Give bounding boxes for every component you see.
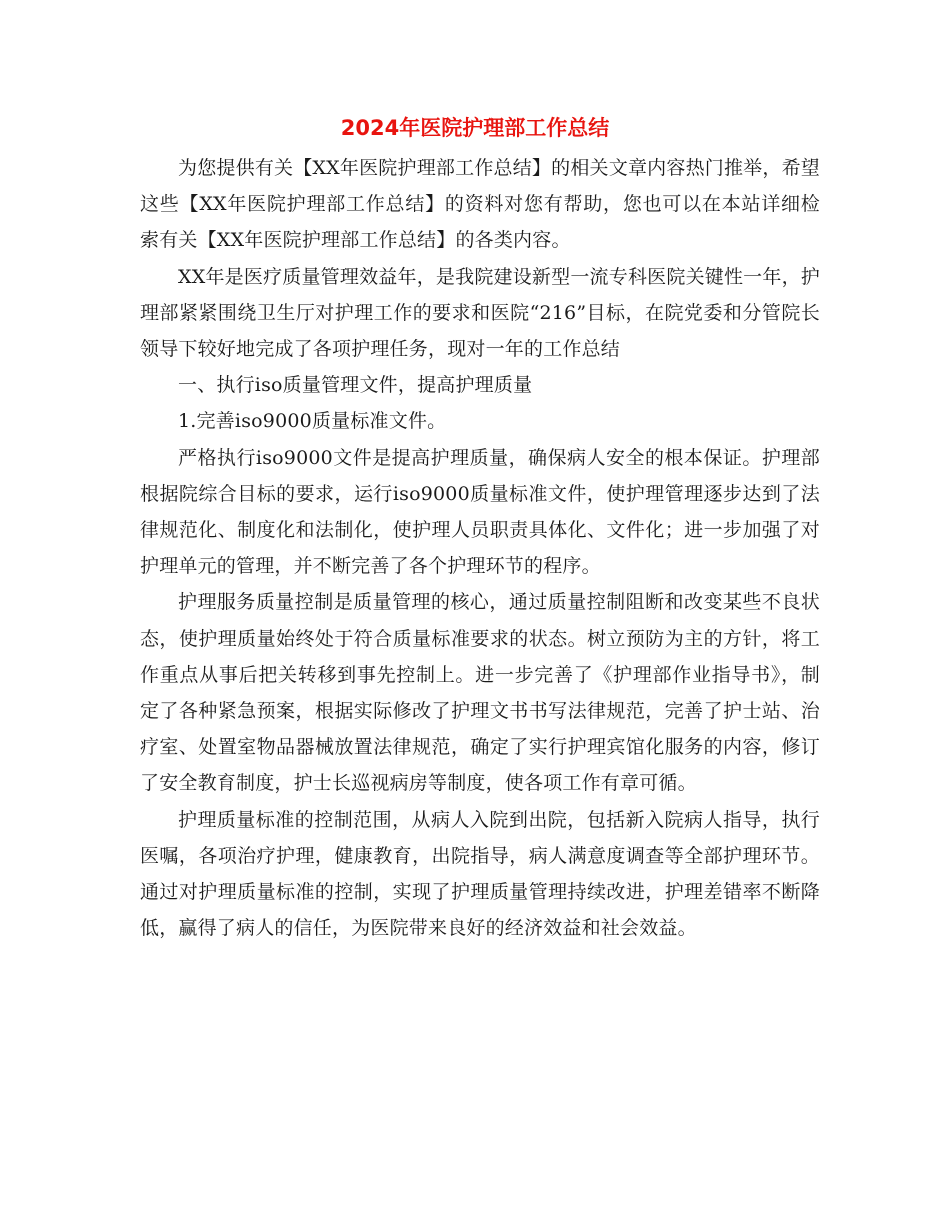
paragraph-iso9000: 严格执行iso9000文件是提高护理质量，确保病人安全的根本保证。护理部根据院综合目标的要求，运行iso9000质量标准文件，使护理管理逐步达到了法律规范化、制度化和法制化，使护理人员职责具体化、文件化；进一步加强了对护理单元的管理，并不断完善了各个护理环节的程序。 bbox=[140, 446, 820, 578]
section-heading-iso: 一、执行iso质量管理文件，提高护理质量 bbox=[178, 374, 533, 397]
document-title: 2024年医院护理部工作总结 bbox=[340, 116, 610, 140]
subsection-heading-iso9000: 1.完善iso9000质量标准文件。 bbox=[178, 410, 447, 433]
paragraph-overview: XX年是医疗质量管理效益年，是我院建设新型一流专科医院关键性一年，护理部紧紧围绕卫生厅对护理工作的要求和医院“216”目标，在院党委和分管院长领导下较好地完成了各项护理任务，现对一年的工作总结 bbox=[140, 265, 820, 361]
paragraph-quality-standards: 护理质量标准的控制范围，从病人入院到出院，包括新入院病人指导，执行医嘱，各项治疗护理，健康教育，出院指导，病人满意度调查等全部护理环节。通过对护理质量标准的控制，实现了护理质量管理持续改进，护理差错率不断降低，赢得了病人的信任，为医院带来良好的经济效益和社会效益。 bbox=[140, 808, 820, 940]
document-body bbox=[140, 150, 820, 946]
paragraph-quality-control: 护理服务质量控制是质量管理的核心，通过质量控制阻断和改变某些不良状态，使护理质量始终处于符合质量标准要求的状态。树立预防为主的方针，将工作重点从事后把关转移到事先控制上。进一步完善了《护理部作业指导书》，制定了各种紧急预案，根据实际修改了护理文书书写法律规范，完善了护士站、治疗室、处置室物品器械放置法律规范，确定了实行护理宾馆化服务的内容，修订了安全教育制度，护士长巡视病房等制度，使各项工作有章可循。 bbox=[140, 591, 820, 795]
paragraph-intro: 为您提供有关【XX年医院护理部工作总结】的相关文章内容热门推举，希望这些【XX年医院护理部工作总结】的资料对您有帮助，您也可以在本站详细检索有关【XX年医院护理部工作总结】的各类内容。 bbox=[140, 157, 820, 252]
